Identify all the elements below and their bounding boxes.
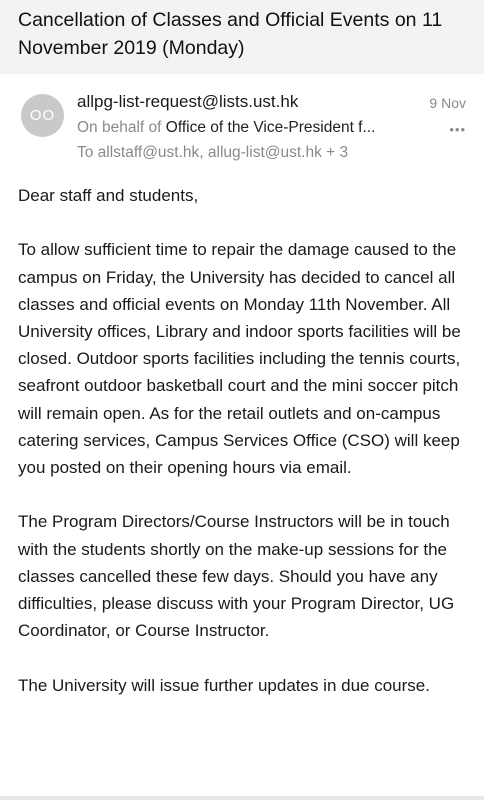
- body-paragraph-3: The University will issue further updates in due course.: [18, 675, 430, 695]
- email-meta: [0, 86, 484, 166]
- on-behalf-of: [77, 119, 375, 137]
- sender-avatar[interactable]: OO: [21, 94, 64, 137]
- sender-address[interactable]: allpg-list-request@lists.ust.hk: [77, 92, 299, 111]
- email-body: [18, 182, 470, 726]
- recipients-line[interactable]: To allstaff@ust.hk, allug-list@ust.hk + 3: [77, 144, 349, 161]
- bottom-divider: [0, 796, 484, 800]
- email-date: 9 Nov: [429, 95, 466, 111]
- on-behalf-name[interactable]: Office of the Vice-President f...: [165, 119, 376, 136]
- greeting: Dear staff and students,: [18, 186, 199, 205]
- ellipsis-icon[interactable]: •••: [449, 122, 466, 137]
- body-paragraph-1: To allow sufficient time to repair the damage caused to the campus on Friday, the University has decided to cancel all classes and official events on Monday 11th November. All University offices, Library and indoor sports facilities will be closed. Outdoor sports facilities including the tennis courts, seafront outdoor basketball court and the mini soccer pitch will remain open. As for the retail outlets and on-campus catering services, Campus Services Office (CSO) will keep you posted on their opening hours via email.: [18, 240, 461, 478]
- email-subject-header: [0, 0, 484, 74]
- body-paragraph-2: The Program Directors/Course Instructors will be in touch with the students shortly on the make-up sessions for the classes cancelled these few days. Should you have any difficulties, please discuss with your Program Director, UG Coordinator, or Course Instructor.: [18, 512, 455, 641]
- email-subject: Cancellation of Classes and Official Events on 11 November 2019 (Monday): [18, 9, 443, 59]
- on-behalf-prefix: On behalf of: [77, 119, 162, 136]
